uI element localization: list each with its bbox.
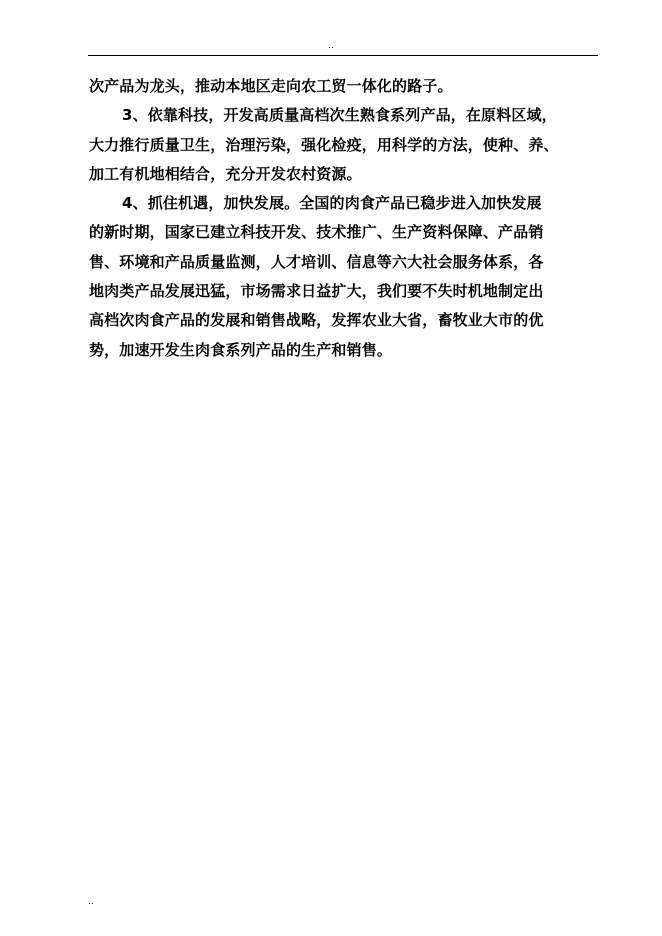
footer-mark: .. (88, 897, 94, 907)
text-line: 加工有机地相结合，充分开发农村资源。 (89, 164, 362, 183)
header-rule (88, 55, 598, 56)
paragraph-3-start: 3、依靠科技，开发高质量高档次生熟食系列产品，在原料区域， (122, 106, 557, 125)
text-line: 的新时期，国家已建立科技开发、技术推广、生产资料保障、产品销 (89, 223, 544, 242)
header-mark: .. (328, 41, 334, 51)
document-body (89, 72, 604, 365)
text-line: 售、环境和产品质量监测，人才培训、信息等六大社会服务体系，各 (89, 252, 544, 271)
text-line: 大力推行质量卫生，治理污染，强化检疫，用科学的方法，使种、养、 (89, 135, 559, 154)
text-line: 次产品为龙头，推动本地区走向农工贸一体化的路子。 (89, 77, 453, 95)
text-line: 高档次肉食产品的发展和销售战略，发挥农业大省，畜牧业大市的优 (89, 311, 544, 330)
text-line: 地肉类产品发展迅猛，市场需求日益扩大，我们要不失时机地制定出 (89, 282, 544, 301)
paragraph-4-start: 4、抓住机遇，加快发展。全国的肉食产品已稳步进入加快发展 (122, 194, 542, 213)
text-line: 势，加速开发生肉食系列产品的生产和销售。 (89, 340, 393, 359)
